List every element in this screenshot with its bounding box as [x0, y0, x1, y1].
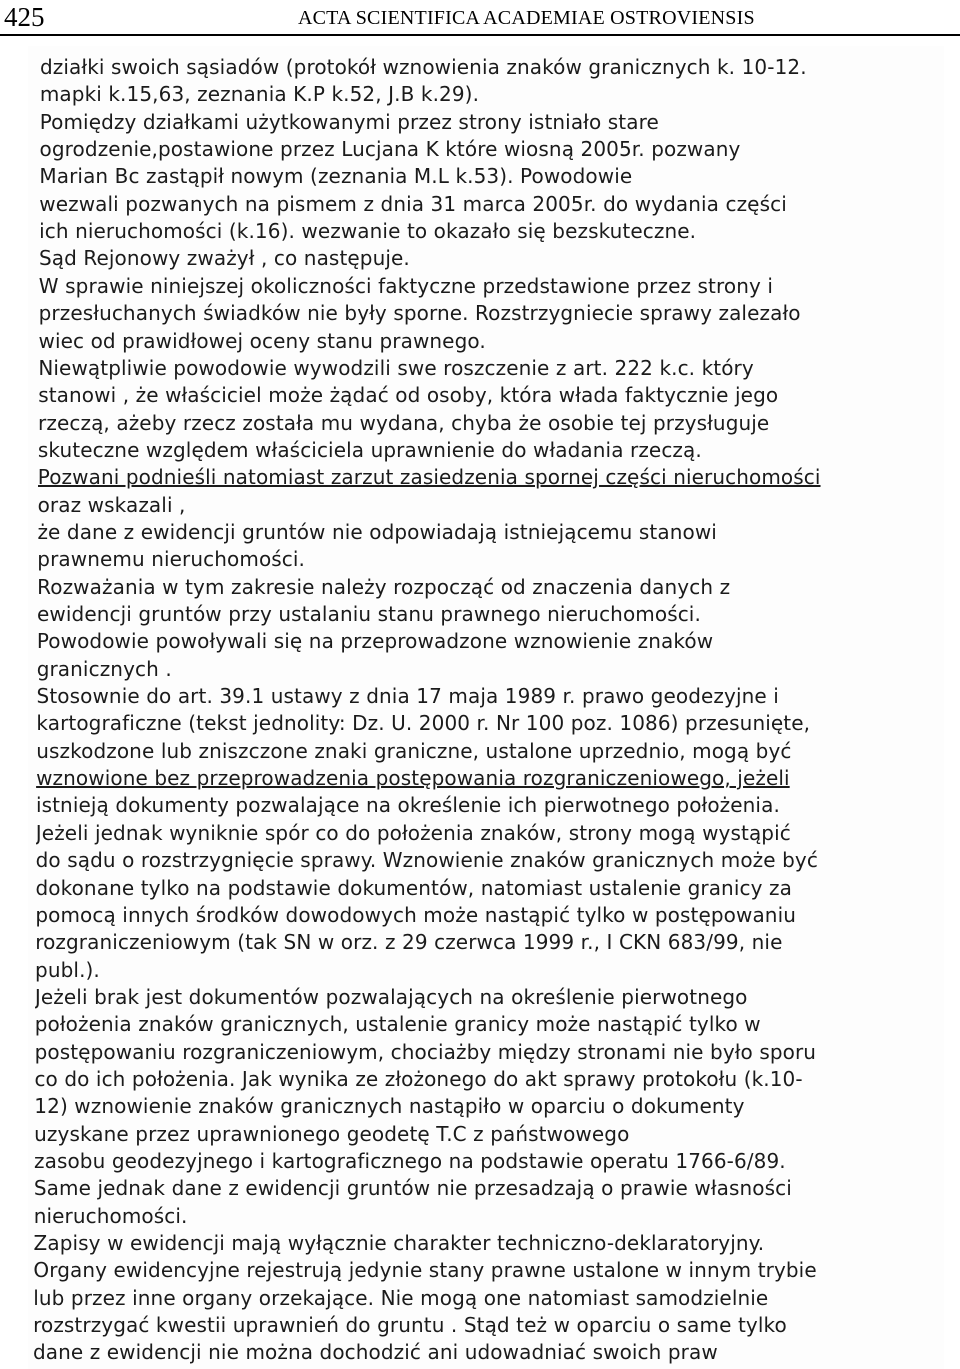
text-line: 12) wznowienie znaków granicznych nastąpiło w oparciu o dokumenty — [34, 1094, 745, 1119]
text-line: kartograficzne (tekst jednolity: Dz. U. 2000 r. Nr 100 poz. 1086) przesunięte, — [36, 711, 811, 736]
text-line: rzeczą, ażeby rzecz została mu wydana, chyba że osobie tej przysługuje — [38, 410, 770, 435]
text-line: prawnemu nieruchomości. — [37, 547, 306, 572]
text-line: istnieją dokumenty pozwalające na określenie ich pierwotnego położenia. — [35, 793, 780, 818]
text-line: ogrodzenie,postawione przez Lucjana K które wiosną 2005r. pozwany — [39, 137, 741, 162]
text-line: że dane z ewidencji gruntów nie odpowiadają istniejącemu stanowi — [37, 519, 717, 544]
text-line: Jeżeli brak jest dokumentów pozwalających na określenie pierwotnego — [34, 984, 748, 1009]
text-line: oraz wskazali , — [37, 492, 186, 517]
text-line: Marian Bc zastąpił nowym (zeznania M.L k.53). Powodowie — [39, 164, 633, 189]
text-line: Same jednak dane z ewidencji gruntów nie przesadzają o prawie własności — [33, 1176, 792, 1201]
text-line: mapki k.15,63, zeznania K.P k.52, J.B k.29). — [39, 82, 480, 107]
text-line: położenia znaków granicznych, ustalenie granicy może nastąpić tylko w — [34, 1012, 761, 1037]
text-line: postępowaniu rozgraniczeniowym, chociażby między stronami nie było sporu — [34, 1039, 817, 1064]
text-line: Zapisy w ewidencji mają wyłącznie charakter techniczno-deklaratoryjny. — [33, 1231, 765, 1256]
text-line: nieruchomości. — [33, 1203, 188, 1228]
text-line: W sprawie niniejszej okoliczności faktyczne przedstawione przez strony i — [38, 273, 774, 298]
text-line: ich nieruchomości (k.16). wezwanie to okazało się bezskuteczne. — [39, 219, 697, 244]
text-line: co do ich położenia. Jak wynika ze złożonego do akt sprawy protokołu (k.10- — [34, 1066, 803, 1091]
text-line: rozgraniczeniowym (tak SN w orz. z 29 czerwca 1999 r., I CKN 683/99, nie — [35, 930, 783, 955]
scanned-document — [28, 46, 944, 1369]
text-line: Stosownie do art. 39.1 ustawy z dnia 17 maja 1989 r. prawo geodezyjne i — [36, 684, 779, 709]
text-line: Rozważania w tym zakresie należy rozpocząć od znaczenia danych z — [37, 574, 731, 599]
text-line: Jeżeli jednak wyniknie spór co do położenia znaków, strony mogą wystąpić — [35, 820, 791, 845]
text-line: lub przez inne organy orzekające. Nie mogą one natomiast samodzielnie — [33, 1285, 769, 1310]
text-line: Pomiędzy działkami użytkowanymi przez strony istniało stare — [39, 109, 659, 134]
page-number: 425 — [4, 2, 45, 32]
text-line: wezwali pozwanych na pismem z dnia 31 marca 2005r. do wydania części — [39, 191, 787, 216]
text-line: wznowione bez przeprowadzenia postępowania rozgraniczeniowego, jeżeli — [36, 766, 790, 791]
text-line: pomocą innych środków dowodowych może nastąpić tylko w postępowaniu — [35, 902, 797, 927]
text-line: uszkodzone lub zniszczone znaki graniczne, ustalone uprzednio, mogą być — [36, 738, 792, 763]
text-line: dokonane tylko na podstawie dokumentów, natomiast ustalenie granicy za — [35, 875, 792, 900]
journal-title: ACTA SCIENTIFICA ACADEMIAE OSTROVIENSIS — [298, 7, 755, 29]
text-line: Sąd Rejonowy zważył , co następuje. — [38, 246, 410, 271]
text-line: przesłuchanych świadków nie były sporne. Rozstrzygniecie sprawy zalezało — [38, 301, 801, 326]
text-line: zasobu geodezyjnego i kartograficznego na podstawie operatu 1766-6/89. — [34, 1149, 786, 1173]
text-line: Powodowie powoływali się na przeprowadzone wznowienie znaków — [36, 629, 714, 654]
text-line: wiec od prawidłowej oceny stanu prawnego. — [38, 328, 486, 353]
text-line: ewidencji gruntów przy ustalaniu stanu prawnego nieruchomości. — [37, 602, 701, 626]
text-line: do sądu o rozstrzygnięcie sprawy. Wznowienie znaków granicznych może być — [35, 848, 818, 873]
text-line: stanowi , że właściciel może żądać od osoby, która włada faktycznie jego — [38, 383, 779, 408]
text-line: granicznych . — [36, 656, 172, 681]
text-line: Organy ewidencyjne rejestrują jedynie stany prawne ustalone w innym trybie — [33, 1258, 817, 1283]
text-line: rozstrzygać kwestii uprawnień do gruntu . Stąd też w oparciu o same tylko — [33, 1313, 787, 1338]
text-line: Pozwani podnieśli natomiast zarzut zasiedzenia spornej części nieruchomości — [37, 465, 821, 490]
text-line: działki swoich sąsiadów (protokół wznowienia znaków granicznych k. 10-12. — [40, 55, 807, 79]
text-line: publ.). — [35, 957, 100, 982]
text-line: skuteczne względem właściciela uprawnienie do władania rzeczą. — [37, 437, 702, 462]
text-line: dane z ewidencji nie można dochodzić ani udowadniać swoich praw — [32, 1340, 718, 1365]
text-line: uzyskane przez uprawnionego geodetę T.C z państwowego — [34, 1121, 630, 1146]
page-header — [0, 0, 960, 36]
text-line: Niewątpliwie powodowie wywodzili swe roszczenie z art. 222 k.c. który — [38, 355, 754, 380]
